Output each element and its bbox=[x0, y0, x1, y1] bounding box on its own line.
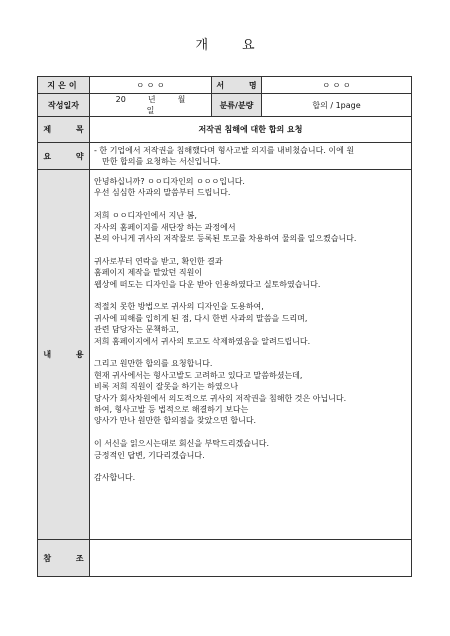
reference-row bbox=[38, 540, 412, 577]
content-line: 감사합니다. bbox=[94, 473, 136, 483]
document-form-table bbox=[37, 76, 412, 577]
content-line: 적절치 못한 방법으로 귀사의 디자인을 도용하여, bbox=[94, 302, 264, 312]
content-line: 그리고 원만한 합의를 요청합니다. bbox=[94, 359, 213, 369]
author-value: ㅇ ㅇ ㅇ bbox=[90, 77, 212, 94]
content-gap bbox=[94, 347, 406, 358]
content-line: 현재 귀사에서는 형사고발도 고려하고 있다고 말씀하셨는데, bbox=[94, 370, 303, 380]
date-row bbox=[38, 94, 412, 117]
summary-label: 요 약 bbox=[38, 143, 90, 170]
title-char-1: 개 bbox=[195, 38, 208, 53]
signature-value: ㅇ ㅇ ㅇ bbox=[262, 77, 412, 94]
content-line: 긍정적인 답변, 기다리겠습니다. bbox=[94, 450, 205, 460]
summary-line: 만한 합의를 요청하는 서신입니다. bbox=[102, 157, 221, 166]
author-row bbox=[38, 77, 412, 94]
category-value: 합의 / 1page bbox=[262, 94, 412, 117]
reference-label: 참 조 bbox=[38, 540, 90, 577]
signature-label: 서 명 bbox=[212, 77, 262, 94]
content-line: 귀사로부터 연락을 받고, 확인한 결과 bbox=[94, 256, 223, 266]
summary-text bbox=[90, 143, 412, 170]
subject-label: 제 목 bbox=[38, 117, 90, 143]
content-gap bbox=[94, 244, 406, 255]
content-line: 홈페이지 제작을 맡았던 직원이 bbox=[94, 268, 203, 278]
content-line: 안녕하십니까? ㅇㅇ디자인의 ㅇㅇㅇ입니다. bbox=[94, 177, 245, 186]
content-gap bbox=[94, 290, 406, 301]
content-gap bbox=[94, 461, 406, 472]
content-line: 하여, 형사고발 등 법적으로 해결하기 보다는 bbox=[94, 405, 249, 415]
content-line: 양사가 만나 원만한 합의점을 찾았으면 합니다. bbox=[94, 416, 257, 426]
summary-row bbox=[38, 143, 412, 170]
content-gap bbox=[94, 427, 406, 438]
date-year: 20 bbox=[115, 95, 126, 104]
content-label: 내 용 bbox=[38, 170, 90, 540]
date-day-unit: 일 bbox=[146, 106, 155, 115]
content-gap bbox=[94, 199, 406, 210]
document-title bbox=[0, 34, 450, 53]
content-body bbox=[90, 170, 412, 540]
content-line: 저희 홈페이지에서 귀사의 토고도 삭제하였음을 알려드립니다. bbox=[94, 336, 311, 346]
content-line: 관련 담당자는 문책하고, bbox=[94, 325, 179, 335]
subject-row bbox=[38, 117, 412, 143]
content-line: 웹상에 떠도는 디자인을 다운 받아 인용하였다고 실토하였습니다. bbox=[94, 279, 321, 289]
author-label: 지은이 bbox=[38, 77, 90, 94]
date-value bbox=[90, 94, 212, 117]
content-line: 자사의 홈페이지를 새단장 하는 과정에서 bbox=[94, 222, 236, 232]
category-label: 분류/분량 bbox=[212, 94, 262, 117]
content-line: 당사가 회사차원에서 의도적으로 귀사의 저작권을 침해한 것은 아닙니다. bbox=[94, 393, 347, 403]
reference-value bbox=[90, 540, 412, 577]
summary-line: - 한 기업에서 저작권을 침해했다며 형사고발 의지를 내비쳤습니다. 이에 원 bbox=[94, 146, 355, 155]
content-line: 저희 ㅇㅇ디자인에서 지난 봄, bbox=[94, 211, 197, 221]
subject-value: 저작권 침해에 대한 합의 요청 bbox=[90, 117, 412, 143]
title-char-2: 요 bbox=[242, 38, 255, 53]
date-label: 작성일자 bbox=[38, 94, 90, 117]
content-line: 우선 심심한 사과의 말씀부터 드립니다. bbox=[94, 188, 231, 198]
content-line: 귀사에 피해를 입히게 된 점, 다시 한번 사과의 말씀을 드리며, bbox=[94, 313, 308, 323]
content-row bbox=[38, 170, 412, 540]
date-year-unit: 년 bbox=[147, 95, 156, 104]
content-line: 비록 저희 직원이 잘못을 하기는 하였으나 bbox=[94, 382, 239, 392]
content-line: 이 서신을 읽으시는대로 회신을 부탁드리겠습니다. bbox=[94, 439, 270, 449]
date-month-unit: 월 bbox=[177, 95, 186, 104]
content-line: 본의 아니게 귀사의 저작물로 등록된 토고를 차용하여 물의를 일으켰습니다. bbox=[94, 234, 357, 244]
